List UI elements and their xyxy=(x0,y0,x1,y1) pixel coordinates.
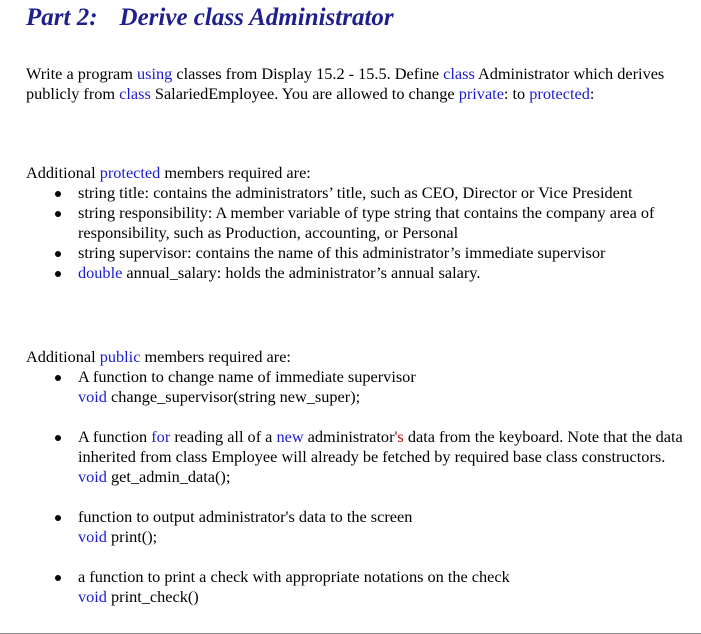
keyword: using xyxy=(137,64,173,83)
item-text: A function xyxy=(78,427,152,446)
list-item xyxy=(26,507,686,547)
list-item xyxy=(26,183,686,203)
part-label: Part 2: xyxy=(26,4,98,31)
item-text: annual_salary: holds the administrator’s annual salary. xyxy=(122,263,481,282)
intro-text: SalariedEmployee. You are allowed to change xyxy=(150,84,459,103)
section-heading xyxy=(26,347,686,367)
item-text: function to output administrator's data to the screen xyxy=(78,507,413,526)
list-item xyxy=(26,367,686,407)
bullet-icon xyxy=(55,211,61,217)
keyword: class xyxy=(119,84,151,103)
intro-text: : to xyxy=(503,84,530,103)
item-text: string title: contains the administrators’ title, such as CEO, Director or Vice President xyxy=(78,183,633,202)
keyword: protected xyxy=(529,84,590,103)
item-text: reading all of a xyxy=(170,427,277,446)
keyword: public xyxy=(99,347,141,366)
heading-text: Additional xyxy=(26,163,100,182)
list-item xyxy=(26,427,686,487)
page-title xyxy=(26,4,394,32)
keyword: class xyxy=(443,64,475,83)
public-members-section xyxy=(26,347,686,607)
bullet-icon xyxy=(55,191,61,197)
protected-members-list xyxy=(26,183,686,283)
keyword: void xyxy=(78,467,107,486)
function-signature: change_supervisor(string new_super); xyxy=(106,387,361,406)
bullet-icon xyxy=(55,435,61,441)
bullet-icon xyxy=(55,375,61,381)
keyword: void xyxy=(78,587,107,606)
item-text: data from the keyboard. Note that the data inherited from class Employee will already be fetched by required base class constructors. xyxy=(78,427,683,466)
intro-paragraph xyxy=(26,64,686,104)
item-text: a function to print a check with appropriate notations on the check xyxy=(78,567,510,586)
heading-text: members required are: xyxy=(140,347,291,366)
list-item xyxy=(26,263,686,283)
keyword: protected xyxy=(99,163,161,182)
bullet-icon xyxy=(55,271,61,277)
keyword: for xyxy=(151,427,171,446)
item-text: administrator xyxy=(303,427,395,446)
heading-text: members required are: xyxy=(160,163,311,182)
intro-text: Administrator which derives publicly from xyxy=(26,64,665,103)
list-item xyxy=(26,243,686,263)
keyword: private xyxy=(458,84,504,103)
highlighted-text: 's xyxy=(394,427,404,446)
bullet-icon xyxy=(55,575,61,581)
keyword: void xyxy=(78,387,107,406)
bullet-icon xyxy=(55,251,61,257)
keyword: new xyxy=(276,427,304,446)
public-members-list xyxy=(26,367,686,607)
intro-text: Write a program xyxy=(26,64,138,83)
list-item xyxy=(26,203,686,243)
section-heading xyxy=(26,163,686,183)
function-signature: print_check() xyxy=(106,587,199,606)
item-text: A function to change name of immediate supervisor xyxy=(78,367,416,386)
protected-members-section xyxy=(26,163,686,283)
item-text: string supervisor: contains the name of this administrator’s immediate supervisor xyxy=(78,243,606,262)
function-signature: get_admin_data(); xyxy=(106,467,231,486)
keyword: void xyxy=(78,527,107,546)
title-text: Derive class Administrator xyxy=(119,4,394,31)
bullet-icon xyxy=(55,515,61,521)
item-text: string responsibility: A member variable of type string that contains the company area of responsibility, such as Production, accounting, or Personal xyxy=(78,203,655,242)
list-item xyxy=(26,567,686,607)
intro-text: : xyxy=(589,84,595,103)
heading-text: Additional xyxy=(26,347,100,366)
intro-text: classes from Display 15.2 - 15.5. Define xyxy=(172,64,444,83)
function-signature: print(); xyxy=(106,527,158,546)
keyword: double xyxy=(78,263,123,282)
